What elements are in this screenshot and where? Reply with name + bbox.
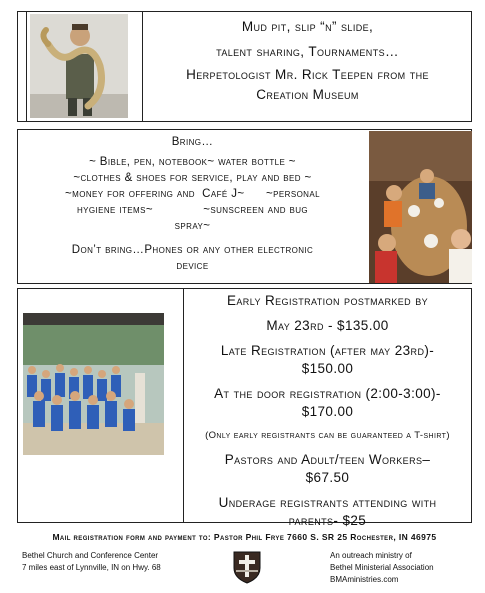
door-registration-line-2: $170.00 — [301, 404, 354, 419]
footer-left — [22, 550, 222, 574]
campers-table-photo — [369, 131, 472, 283]
footer-right — [330, 550, 470, 586]
bring-list — [20, 134, 365, 274]
early-registration-line-1: Early Registration postmarked by — [227, 293, 428, 308]
top-line-3: Herpetologist Mr. Rick Teepen from the — [186, 67, 429, 82]
tshirt-note: (Only early registrants can be guaranteed a T-shirt) — [205, 430, 450, 441]
registration-prices — [185, 292, 470, 530]
top-line-4: Creation Museum — [256, 87, 359, 102]
campers-eating-image — [369, 131, 472, 283]
campers-group-image — [23, 313, 164, 455]
cross-emblem-icon — [230, 548, 264, 584]
bring-line-5: spray~ — [174, 220, 211, 232]
underage-line-2: parents- $25 — [288, 513, 367, 528]
top-line-1: Mud pit, slip “n” slide, — [241, 19, 374, 34]
bring-line-1: ~ Bible, pen, notebook~ water bottle ~ — [89, 156, 296, 168]
campers-group-photo — [23, 313, 164, 455]
website-link[interactable]: BMAministries.com — [330, 575, 399, 584]
mail-instructions: Mail registration form and payment to: Pastor Phil Frye 7660 S. SR 25 Rochester, IN 46975 — [52, 532, 437, 542]
top-activities — [145, 14, 470, 104]
bring-line-2: ~clothes & shoes for service, play and bed ~ — [73, 172, 312, 184]
pastors-line-1: Pastors and Adult/teen Workers– — [224, 452, 431, 467]
church-directions: 7 miles east of Lynnville, IN on Hwy. 68 — [22, 563, 161, 572]
bring-line-4: hygiene items~ ~sunscreen and bug — [76, 204, 309, 216]
late-registration-line-2: $150.00 — [301, 361, 354, 376]
snake-photo — [30, 14, 128, 118]
top-line-2: talent sharing, Tournaments… — [216, 44, 399, 59]
association-name: Bethel Ministerial Association — [330, 563, 434, 572]
dont-bring-line-1: Don’t bring…Phones or any other electronic — [71, 244, 314, 256]
pastors-line-2: $67.50 — [305, 470, 350, 485]
outreach-text: An outreach ministry of — [330, 551, 412, 560]
bring-heading: Bring… — [171, 136, 214, 148]
bring-line-3: ~money for offering and Café J~ ~personal — [65, 188, 320, 200]
church-name: Bethel Church and Conference Center — [22, 551, 159, 560]
dont-bring-line-2: device — [176, 260, 209, 272]
door-registration-line-1: At the door registration (2:00-3:00)- — [214, 386, 441, 401]
early-registration-line-2: May 23rd - $135.00 — [266, 318, 389, 333]
ministry-logo — [230, 548, 264, 584]
herpetologist-image — [30, 14, 128, 118]
late-registration-line-1: Late Registration (after may 23rd)- — [220, 343, 435, 358]
underage-line-1: Underage registrants attending with — [218, 495, 437, 510]
